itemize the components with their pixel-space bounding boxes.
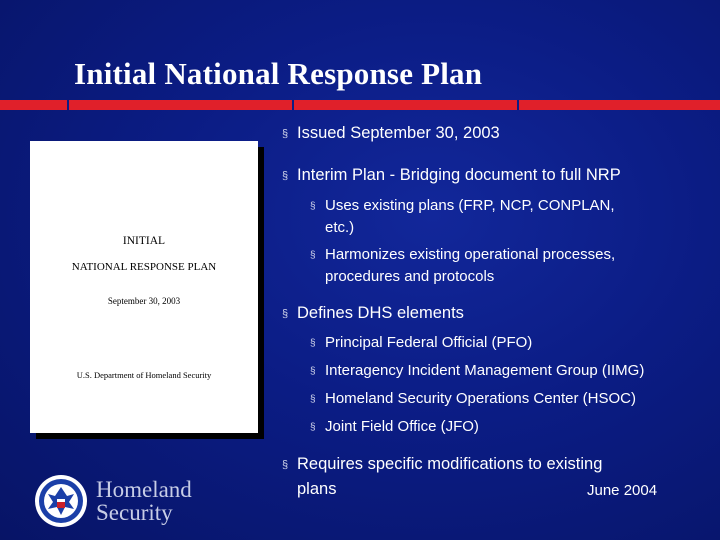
sub-bullet-pfo: Principal Federal Official (PFO) <box>325 334 533 351</box>
sub-bullet-marker: § <box>310 366 316 377</box>
sub-bullet-marker: § <box>310 394 316 405</box>
bullet-marker: § <box>282 308 289 320</box>
bullet-marker: § <box>282 128 289 140</box>
sub-bullet-iimg: Interagency Incident Management Group (IIMG) <box>325 362 645 379</box>
logo-word-homeland: Homeland <box>96 477 192 502</box>
bullet-interim-plan: Interim Plan - Bridging document to full NRP <box>297 166 621 184</box>
bullet-marker: § <box>282 459 289 471</box>
bullet-issued: Issued September 30, 2003 <box>297 124 500 142</box>
sub-bullet-marker: § <box>310 422 316 433</box>
sub-bullet-existing-plans-line1: Uses existing plans (FRP, NCP, CONPLAN, <box>325 197 615 214</box>
sub-bullet-marker: § <box>310 338 316 349</box>
dhs-logo <box>34 474 224 530</box>
bullet-marker: § <box>282 170 289 182</box>
sub-bullet-existing-plans-line2: etc.) <box>325 219 355 236</box>
sub-bullet-marker: § <box>310 250 316 261</box>
document-cover-line1: INITIAL <box>122 235 166 247</box>
bullet-requires-line2: plans <box>297 480 337 498</box>
sub-bullet-harmonizes-line1: Harmonizes existing operational processes, <box>325 246 616 263</box>
document-cover-date: September 30, 2003 <box>107 296 181 306</box>
document-cover-department: U.S. Department of Homeland Security <box>76 370 212 380</box>
sub-bullet-jfo: Joint Field Office (JFO) <box>325 418 479 435</box>
logo-wordmark <box>96 478 192 524</box>
dhs-seal-icon <box>34 474 88 528</box>
bullet-defines-dhs: Defines DHS elements <box>297 304 464 322</box>
sub-bullet-hsoc: Homeland Security Operations Center (HSOC) <box>325 390 636 407</box>
bullet-requires-line1: Requires specific modifications to existing <box>297 455 603 473</box>
sub-bullet-marker: § <box>310 201 316 212</box>
footer-date: June 2004 <box>587 482 658 499</box>
slide-title: Initial National Response Plan <box>74 56 483 91</box>
logo-word-security: Security <box>96 500 173 525</box>
sub-bullet-harmonizes-line2: procedures and protocols <box>325 268 495 285</box>
document-cover-line2: NATIONAL RESPONSE PLAN <box>71 261 217 273</box>
